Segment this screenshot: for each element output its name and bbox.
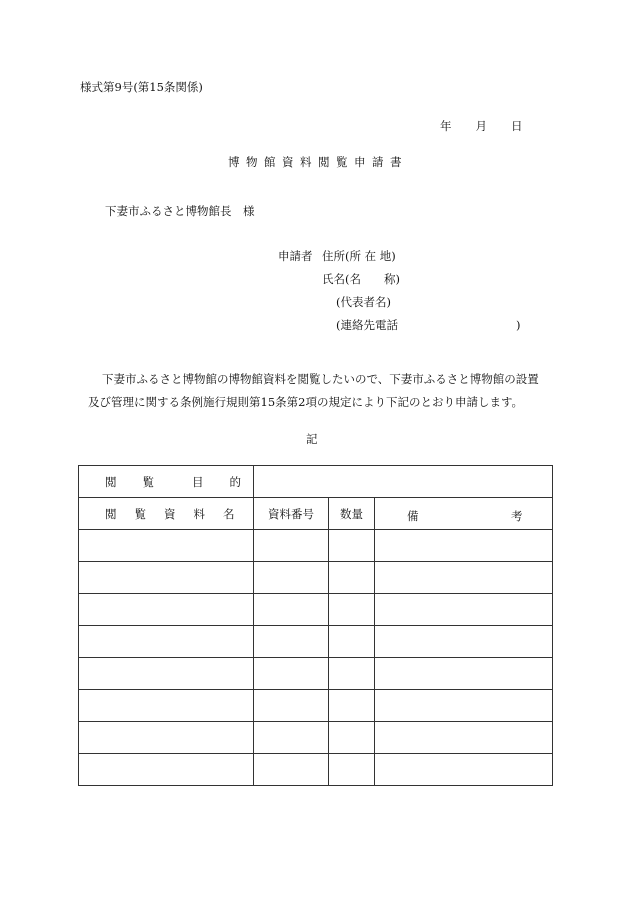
table-row [79, 754, 553, 786]
purpose-char: 閲 [105, 474, 117, 489]
applicant-label: 申請者 [278, 249, 313, 263]
application-statement [88, 368, 558, 414]
applicant-phone-close: ) [516, 318, 521, 332]
quantity-cell[interactable] [329, 594, 375, 626]
quantity-cell[interactable] [329, 722, 375, 754]
table-row [79, 626, 553, 658]
statement-line-1: 下妻市ふるさと博物館の博物館資料を閲覧したいので、下妻市ふるさと博物館の設置 [102, 372, 539, 386]
header-char: 料 [193, 506, 205, 521]
material-name-cell[interactable] [79, 658, 254, 690]
material-name-cell[interactable] [79, 626, 254, 658]
remarks-cell[interactable] [375, 658, 553, 690]
material-name-cell[interactable] [79, 594, 254, 626]
form-number: 様式第9号(第15条関係) [80, 80, 203, 94]
material-number-cell[interactable] [254, 594, 329, 626]
material-name-cell[interactable] [79, 722, 254, 754]
material-number-cell[interactable] [254, 690, 329, 722]
date-line [440, 121, 523, 133]
statement-line-2: 及び管理に関する条例施行規則第15条第2項の規定により下記のとおり申請します。 [88, 395, 524, 409]
date-month: 月 [475, 119, 487, 133]
remarks-cell[interactable] [375, 594, 553, 626]
material-number-cell[interactable] [254, 626, 329, 658]
header-char: 資 [164, 506, 176, 521]
table-row [79, 722, 553, 754]
table-row [79, 594, 553, 626]
purpose-char: 目 [192, 474, 204, 489]
purpose-char: 覧 [142, 474, 154, 489]
applicant-name-field: 氏名(名 称) [322, 272, 400, 286]
quantity-cell[interactable] [329, 530, 375, 562]
purpose-input[interactable] [254, 466, 553, 498]
material-number-cell[interactable] [254, 530, 329, 562]
addressee: 下妻市ふるさと博物館長 様 [105, 204, 255, 218]
material-name-cell[interactable] [79, 562, 254, 594]
quantity-cell[interactable] [329, 626, 375, 658]
material-name-cell[interactable] [79, 530, 254, 562]
material-name-cell[interactable] [79, 754, 254, 786]
material-number-cell[interactable] [254, 658, 329, 690]
remarks-cell[interactable] [375, 722, 553, 754]
remarks-cell[interactable] [375, 626, 553, 658]
purpose-row [79, 466, 553, 498]
date-day: 日 [511, 119, 523, 133]
quantity-cell[interactable] [329, 562, 375, 594]
document-title: 博物館資料閲覧申請書 [228, 155, 408, 169]
table-row [79, 658, 553, 690]
date-year: 年 [440, 119, 452, 133]
purpose-char: 的 [229, 474, 241, 489]
applicant-address-field: 住所(所 在 地) [322, 249, 396, 263]
purpose-label [79, 466, 254, 498]
material-number-cell[interactable] [254, 562, 329, 594]
header-material-name [79, 498, 254, 530]
header-material-number: 資料番号 [254, 498, 329, 530]
header-char: 閲 [105, 506, 117, 521]
table-row [79, 530, 553, 562]
material-number-cell[interactable] [254, 722, 329, 754]
applicant-phone-field: (連絡先電話 [336, 318, 398, 332]
header-remarks-right: 考 [511, 509, 523, 523]
header-quantity: 数量 [329, 498, 375, 530]
quantity-cell[interactable] [329, 754, 375, 786]
header-remarks [375, 498, 553, 530]
remarks-cell[interactable] [375, 754, 553, 786]
ki-mark: 記 [306, 432, 318, 446]
header-char: 名 [223, 506, 235, 521]
quantity-cell[interactable] [329, 658, 375, 690]
table-row [79, 562, 553, 594]
header-remarks-left: 備 [407, 509, 419, 523]
material-name-cell[interactable] [79, 690, 254, 722]
quantity-cell[interactable] [329, 690, 375, 722]
header-row [79, 498, 553, 530]
material-table [78, 465, 553, 786]
applicant-representative-field: (代表者名) [336, 295, 391, 309]
table-row [79, 690, 553, 722]
remarks-cell[interactable] [375, 530, 553, 562]
remarks-cell[interactable] [375, 690, 553, 722]
header-char: 覧 [134, 506, 146, 521]
material-number-cell[interactable] [254, 754, 329, 786]
remarks-cell[interactable] [375, 562, 553, 594]
